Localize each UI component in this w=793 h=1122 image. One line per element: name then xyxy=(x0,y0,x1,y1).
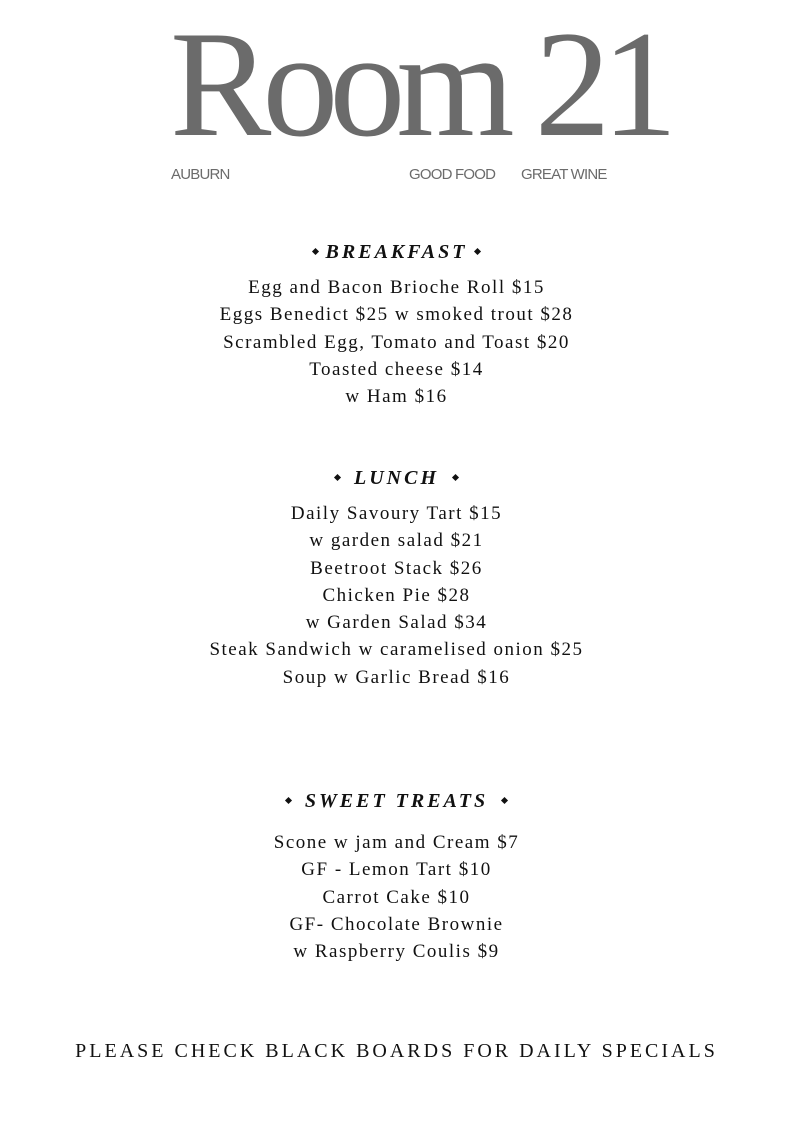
diamond-bullet-icon xyxy=(312,248,319,255)
menu-item: w Garden Salad $34 xyxy=(305,612,488,634)
menu-item: w Raspberry Coulis $9 xyxy=(293,941,500,963)
logo-tagline-great-wine: GREAT WINE xyxy=(521,166,607,183)
menu-item: w garden salad $21 xyxy=(309,530,484,552)
logo-tagline-good-food: GOOD FOOD xyxy=(409,166,496,183)
diamond-bullet-icon xyxy=(285,797,292,804)
logo-location: AUBURN xyxy=(171,166,230,183)
menu-item-list xyxy=(0,274,793,410)
lunch-section xyxy=(0,466,793,691)
diamond-bullet-icon xyxy=(474,248,481,255)
menu-item-list xyxy=(0,500,793,691)
menu-item: Soup w Garlic Bread $16 xyxy=(282,666,511,688)
menu-item: Carrot Cake $10 xyxy=(322,886,471,908)
menu-item: w Ham $16 xyxy=(345,386,448,408)
section-heading xyxy=(0,466,793,490)
menu-item: Scrambled Egg, Tomato and Toast $20 xyxy=(223,331,570,353)
menu-item: Egg and Bacon Brioche Roll $15 xyxy=(248,277,545,298)
menu-item: Chicken Pie $28 xyxy=(322,584,471,606)
diamond-bullet-icon xyxy=(334,474,341,481)
section-heading xyxy=(0,240,793,264)
room21-logo xyxy=(170,0,669,183)
menu-item: Toasted cheese $14 xyxy=(309,358,484,380)
menu-item: GF - Lemon Tart $10 xyxy=(301,859,492,881)
menu-item: Daily Savoury Tart $15 xyxy=(290,503,503,524)
menu-item: Eggs Benedict $25 w smoked trout $28 xyxy=(219,304,574,326)
breakfast-section xyxy=(0,240,793,410)
menu-item: GF- Chocolate Brownie xyxy=(289,913,504,935)
diamond-bullet-icon xyxy=(452,474,459,481)
section-heading xyxy=(0,789,793,813)
diamond-bullet-icon xyxy=(501,797,508,804)
menu-item: Steak Sandwich w caramelised onion $25 xyxy=(209,639,584,661)
daily-specials-notice: PLEASE CHECK BLACK BOARDS FOR DAILY SPECIALS xyxy=(75,1040,718,1062)
menu-item-list xyxy=(0,829,793,965)
menu-item: Scone w jam and Cream $7 xyxy=(273,832,520,853)
section-heading-text: BREAKFAST xyxy=(325,241,468,263)
section-heading-text: SWEET TREATS xyxy=(304,790,489,812)
sweet-treats-section xyxy=(0,789,793,965)
section-heading-text: LUNCH xyxy=(354,467,439,489)
menu-item: Beetroot Stack $26 xyxy=(310,557,483,579)
logo-title: Room 21 xyxy=(170,0,669,168)
